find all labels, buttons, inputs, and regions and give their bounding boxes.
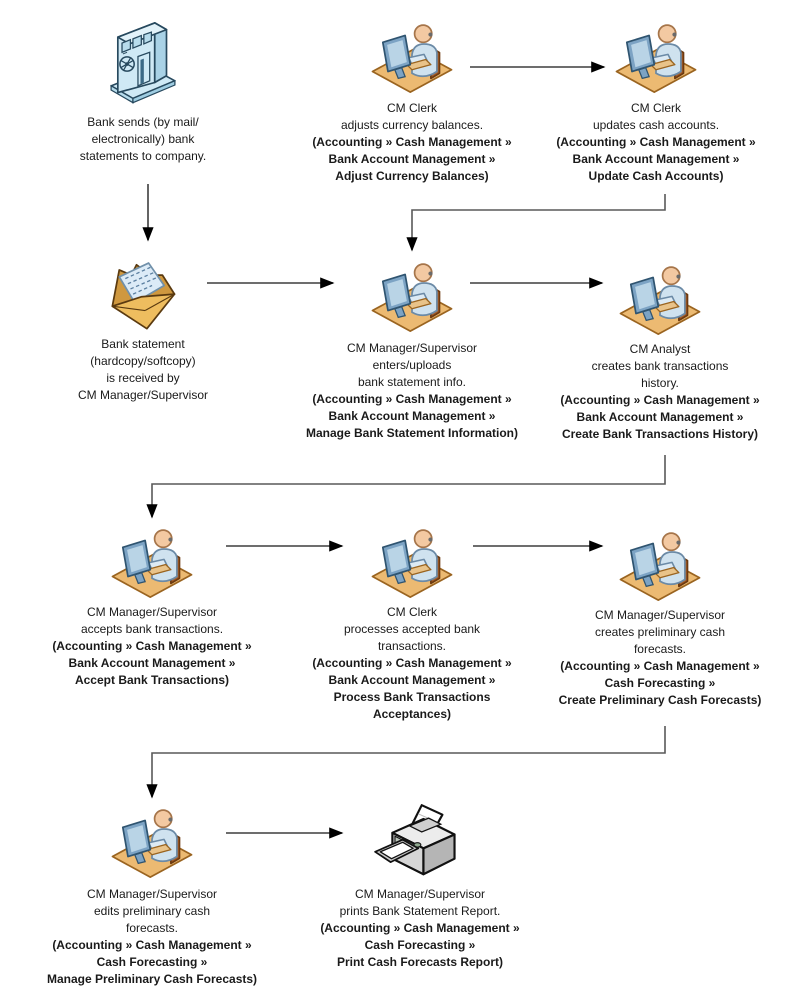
node-path-line: Manage Bank Statement Information) <box>305 426 519 440</box>
node-text-line: CM Manager/Supervisor <box>594 608 726 622</box>
person-at-computer-icon <box>617 528 703 607</box>
node-bank-sends <box>18 12 268 165</box>
node-path-line: Bank Account Management » <box>328 409 496 423</box>
node-path-line: Bank Account Management » <box>68 656 236 670</box>
node-path-line: (Accounting » Cash Management » <box>320 921 520 935</box>
node-label-bank-sends <box>80 114 207 165</box>
node-text-line: CM Manager/Supervisor <box>86 887 218 901</box>
person-at-computer-icon <box>613 20 699 99</box>
node-text-line: creates preliminary cash <box>594 625 726 639</box>
node-path-line: Manage Preliminary Cash Forecasts) <box>46 972 258 986</box>
node-text-line: CM Clerk <box>387 101 437 115</box>
node-text-line: CM Manager/Supervisor <box>77 388 209 402</box>
node-text-line: edits preliminary cash <box>93 904 211 918</box>
node-manager-accepts-transactions <box>27 525 277 689</box>
node-path-line: Update Cash Accounts) <box>588 169 724 183</box>
node-text-line: Bank sends (by mail/ <box>87 115 199 129</box>
node-manager-creates-forecasts <box>535 528 785 709</box>
node-text-line: bank statement info. <box>357 375 467 389</box>
node-clerk-adjusts-balances <box>287 20 537 185</box>
node-path-line: Create Preliminary Cash Forecasts) <box>558 693 762 707</box>
node-label-statement-received <box>78 336 208 404</box>
person-at-computer-icon <box>617 262 703 341</box>
node-text-line: enters/uploads <box>372 358 452 372</box>
node-path-line: (Accounting » Cash Management » <box>560 393 760 407</box>
node-path-line: Create Bank Transactions History) <box>561 427 759 441</box>
node-path-line: Process Bank Transactions <box>333 690 491 704</box>
person-at-computer-icon <box>369 20 455 99</box>
node-label-clerk-processes-acceptances <box>312 604 511 723</box>
node-label-manager-prints-report <box>320 886 519 971</box>
person-at-computer-icon <box>369 259 455 338</box>
node-manager-prints-report <box>295 800 545 971</box>
node-path-line: (Accounting » Cash Management » <box>312 135 512 149</box>
node-path-line: Accept Bank Transactions) <box>74 673 230 687</box>
person-at-computer-icon <box>109 805 195 884</box>
node-path-line: Cash Forecasting » <box>364 938 476 952</box>
node-text-line: Bank statement <box>101 337 185 351</box>
node-path-line: (Accounting » Cash Management » <box>312 656 512 670</box>
node-text-line: is received by <box>106 371 180 385</box>
node-manager-edits-forecasts <box>27 805 277 988</box>
node-path-line: (Accounting » Cash Management » <box>52 938 252 952</box>
node-text-line: (hardcopy/softcopy) <box>90 354 196 368</box>
node-path-line: (Accounting » Cash Management » <box>560 659 760 673</box>
node-text-line: forecasts. <box>633 642 686 656</box>
node-text-line: accepts bank transactions. <box>80 622 224 636</box>
node-analyst-creates-history <box>535 262 785 443</box>
node-text-line: processes accepted bank <box>343 622 481 636</box>
node-path-line: (Accounting » Cash Management » <box>52 639 252 653</box>
node-label-manager-accepts-transactions <box>52 604 251 689</box>
bank-building-icon <box>101 12 185 106</box>
node-statement-received <box>18 256 268 404</box>
node-path-line: Cash Forecasting » <box>96 955 208 969</box>
node-text-line: forecasts. <box>125 921 179 935</box>
node-text-line: updates cash accounts. <box>592 118 720 132</box>
open-envelope-icon <box>102 256 184 334</box>
node-text-line: transactions. <box>377 639 447 653</box>
node-text-line: CM Manager/Supervisor <box>86 605 218 619</box>
node-text-line: electronically) bank <box>91 132 195 146</box>
node-text-line: CM Analyst <box>629 342 691 356</box>
person-at-computer-icon <box>109 525 195 604</box>
printer-icon <box>368 800 472 882</box>
node-clerk-processes-acceptances <box>287 525 537 723</box>
node-label-clerk-adjusts-balances <box>312 100 511 185</box>
node-path-line: Cash Forecasting » <box>604 676 716 690</box>
node-text-line: statements to company. <box>79 149 207 163</box>
person-at-computer-icon <box>369 525 455 604</box>
node-text-line: creates bank transactions <box>591 359 729 373</box>
node-path-line: Print Cash Forecasts Report) <box>336 955 504 969</box>
node-path-line: Bank Account Management » <box>328 152 496 166</box>
node-label-clerk-updates-accounts <box>556 100 755 185</box>
node-path-line: Bank Account Management » <box>328 673 496 687</box>
node-path-line: (Accounting » Cash Management » <box>556 135 756 149</box>
node-manager-enters-statement <box>287 259 537 442</box>
node-clerk-updates-accounts <box>531 20 781 185</box>
node-text-line: CM Manager/Supervisor <box>354 887 486 901</box>
node-text-line: history. <box>641 376 679 390</box>
node-text-line: CM Clerk <box>631 101 681 115</box>
node-path-line: Adjust Currency Balances) <box>335 169 489 183</box>
node-text-line: adjusts currency balances. <box>340 118 484 132</box>
node-text-line: CM Manager/Supervisor <box>346 341 478 355</box>
node-text-line: CM Clerk <box>387 605 437 619</box>
node-label-analyst-creates-history <box>560 341 759 443</box>
node-label-manager-edits-forecasts <box>47 886 257 988</box>
node-path-line: (Accounting » Cash Management » <box>312 392 512 406</box>
node-text-line: prints Bank Statement Report. <box>339 904 501 918</box>
node-path-line: Acceptances) <box>372 707 452 721</box>
node-label-manager-creates-forecasts <box>559 607 762 709</box>
node-label-manager-enters-statement <box>306 340 518 442</box>
node-path-line: Bank Account Management » <box>576 410 744 424</box>
node-path-line: Bank Account Management » <box>572 152 740 166</box>
